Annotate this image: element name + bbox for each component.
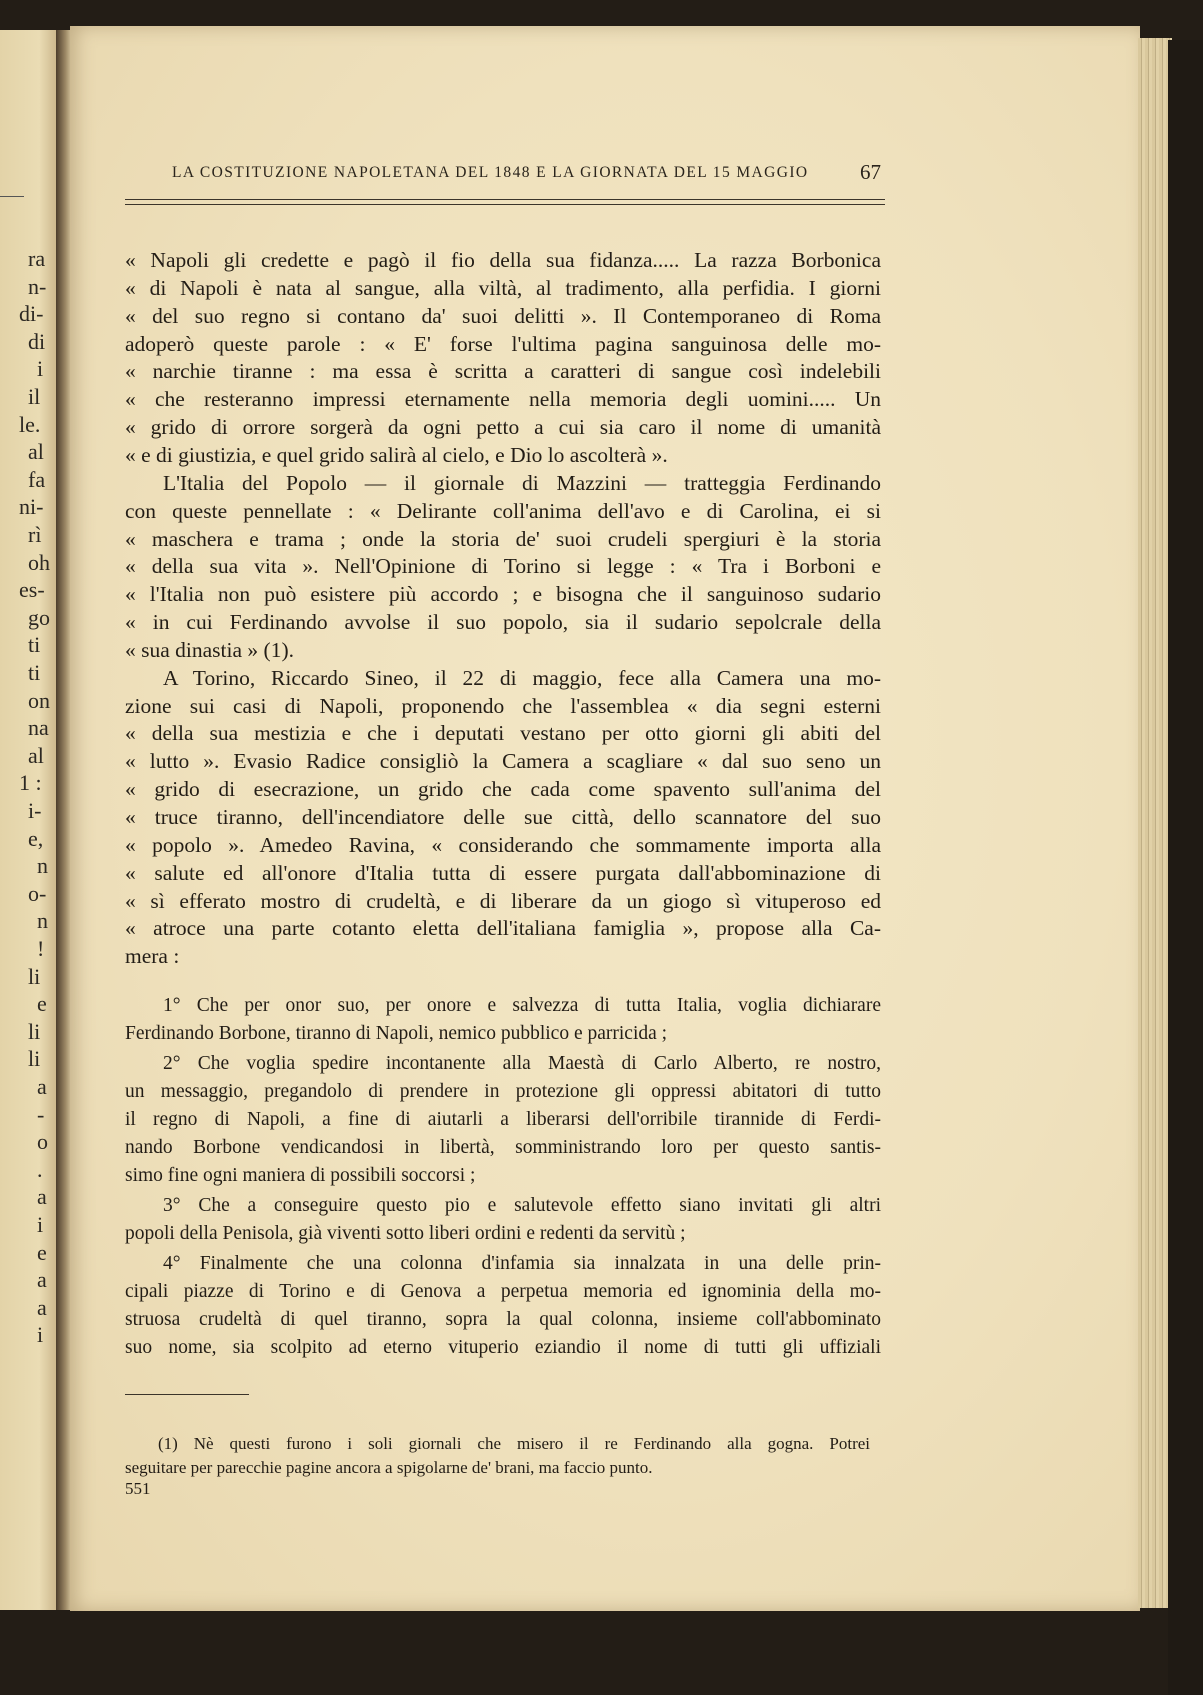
footnote-rule [125,1394,249,1395]
running-head: LA COSTITUZIONE NAPOLETANA DEL 1848 E LA GIORNATA DEL 15 MAGGIO [172,164,809,181]
text-line: mera : [125,944,180,969]
facing-page-rule [0,196,24,197]
facing-page-word: oh [28,549,50,575]
text-line: adoperò queste parole : « E' forse l'ultima pagina sanguinosa delle mo- [125,331,881,356]
facing-page-word: e, [28,825,44,851]
facing-page-word: di- [19,301,44,327]
list-item-line: suo nome, sia scolpito ad eterno vituperio eziandio il nome di tutti gli uffiziali [125,1337,881,1358]
text-line: « atroce una parte cotanto eletta dell'italiana famiglia », propose alla Ca- [125,916,881,941]
text-line: con queste pennellate : « Delirante coll'anima dell'avo e di Carolina, ei si [125,498,881,523]
facing-page-word: e [37,991,47,1017]
facing-page-word: n [37,908,48,934]
text-line: « salute ed all'onore d'Italia tutta di essere purgata dall'abbominazione di [125,860,881,885]
text-line: « narchie tiranne : ma essa è scritta a caratteri di sangue così indelebili [125,359,881,384]
text-line: « popolo ». Amedeo Ravina, « considerando che sommamente importa alla [125,832,881,857]
facing-page-word: 1 : [19,770,42,796]
text-line: « in cui Ferdinando avvolse il suo popolo, sia il sudario sepolcrale della [125,610,881,635]
facing-page-word: li [28,1018,41,1044]
header-rule [125,204,885,205]
facing-page-word: a [37,1294,47,1320]
text-line: « sua dinastia » (1). [125,637,294,662]
facing-page-word: - [37,1101,45,1127]
facing-page-word: o [37,1129,48,1155]
list-item-line: simo fine ogni maniera di possibili soccorsi ; [125,1165,476,1186]
text-line: « lutto ». Evasio Radice consigliò la Camera a scagliare « dal suo seno un [125,749,881,774]
text-line: « truce tiranno, dell'incendiatore delle sue città, dello scannatore del suo [125,805,881,829]
facing-page-word: . [37,1156,43,1182]
facing-page-word: fa [28,466,46,492]
facing-page-word: rì [28,522,42,547]
page-number: 67 [860,160,881,184]
text-line: L'Italia del Popolo — il giornale di Mazzini — tratteggia Ferdinando [163,470,881,495]
facing-page-word: ti [28,660,41,685]
page-edge [1138,38,1172,1608]
facing-page-word: i [37,1322,44,1348]
footnote-line: seguitare per parecchie pagine ancora a spigolarne de' brani, ma faccio punto. [125,1458,653,1477]
facing-page-word: al [28,742,44,768]
text-line: « Napoli gli credette e pagò il fio della sua fidanza..... La razza Borbonica [125,248,881,272]
facing-page-word: i- [28,798,42,823]
text-line: « del suo regno si contano da' suoi delitti ». Il Contemporaneo di Roma [125,303,881,328]
text-line: zione sui casi di Napoli, proponendo che l'assemblea « dia segni esterni [125,693,881,718]
facing-page-word: na [28,715,49,741]
text-line: « maschera e trama ; onde la storia de' suoi crudeli spergiuri è la storia [125,526,881,551]
scan-border [1168,40,1203,1695]
text-line: « che resteranno impressi eternamente nella memoria degli uomini..... Un [125,387,881,412]
text-line: « di Napoli è nata al sangue, alla viltà, al tradimento, alla perfidia. I giorni [125,275,881,300]
list-item-line: cipali piazze di Torino e di Genova a perpetua memoria ed ignominia della mo- [125,1281,881,1302]
facing-page-word: ra [28,246,46,271]
list-item-line: 4° Finalmente che una colonna d'infamia sia innalzata in una delle prin- [163,1253,881,1274]
facing-page-word: e [37,1239,47,1265]
facing-page-fragment [0,30,58,1610]
text-line: « grido di esecrazione, un grido che cada come spavento sull'anima del [125,777,881,802]
text-line: « grido di orrore sorgerà da ogni petto a cui sia caro il nome di umanità [125,415,881,440]
text-line: A Torino, Riccardo Sineo, il 22 di maggio, fece alla Camera una mo- [163,665,881,690]
facing-page-word: n- [28,273,47,299]
text-line: « della sua mestizia e che i deputati vestano per otto giorni gli abiti del [125,721,881,746]
list-item-line: popoli della Penisola, già viventi sotto liberi ordini e redenti da servitù ; [125,1223,686,1244]
list-item-line: Ferdinando Borbone, tiranno di Napoli, nemico pubblico e parricida ; [125,1023,668,1044]
list-item-line: il regno di Napoli, a fine di aiutarli a liberarsi dell'orribile tirannide di Ferdi- [125,1109,881,1130]
printer-signature: 551 [125,1479,151,1498]
list-item-line: nando Borbone vendicandosi in libertà, somministrando loro per questo santis- [125,1137,881,1158]
facing-page-word: il [28,384,41,409]
list-item-line: 3° Che a conseguire questo pio e salutevole effetto siano invitati gli altri [163,1195,881,1216]
facing-page-word: a [37,1074,47,1099]
facing-page-word: go [28,604,50,630]
text-line: « e di giustizia, e quel grido salirà al cielo, e Dio lo ascolterà ». [125,442,668,467]
text-line: « l'Italia non può esistere più accordo ; e bisogna che il sanguinoso sudario [125,582,881,607]
list-item-line: 1° Che per onor suo, per onore e salvezza di tutta Italia, voglia dichiarare [163,995,881,1016]
facing-page-word: i [37,356,44,382]
facing-page-word: li [28,1046,41,1072]
facing-page-word: i [37,1212,44,1237]
list-item-line: 2° Che voglia spedire incontanente alla Maestà di Carlo Alberto, re nostro, [163,1053,881,1074]
facing-page-word: li [28,963,41,989]
facing-page-word: ni- [19,494,44,520]
text-line: « della sua vita ». Nell'Opinione di Torino si legge : « Tra i Borboni e [125,554,881,579]
facing-page-word: a [37,1267,47,1293]
header-rule [125,199,885,200]
facing-page-word: es- [19,577,45,603]
facing-page-word: on [28,687,50,713]
text-line: « sì efferato mostro di crudeltà, e di liberare da un giogo sì vituperoso ed [125,888,881,913]
facing-page-word: ti [28,632,41,658]
facing-page-word: a [37,1184,47,1210]
facing-page-word: di [28,328,46,354]
list-item-line: struosa crudeltà di quel tiranno, sopra la qual colonna, insieme coll'abbominato [125,1309,881,1330]
facing-page-word: le. [19,411,41,437]
footnote-line: (1) Nè questi furono i soli giornali che misero il re Ferdinando alla gogna. Potrei [158,1434,870,1453]
facing-page-word: o- [28,880,47,906]
facing-page-word: al [28,439,44,465]
facing-page-word: ! [37,936,45,961]
facing-page-word: n [37,853,48,879]
list-item-line: un messaggio, pregandolo di prendere in protezione gli oppressi abitatori di tutto [125,1081,881,1102]
